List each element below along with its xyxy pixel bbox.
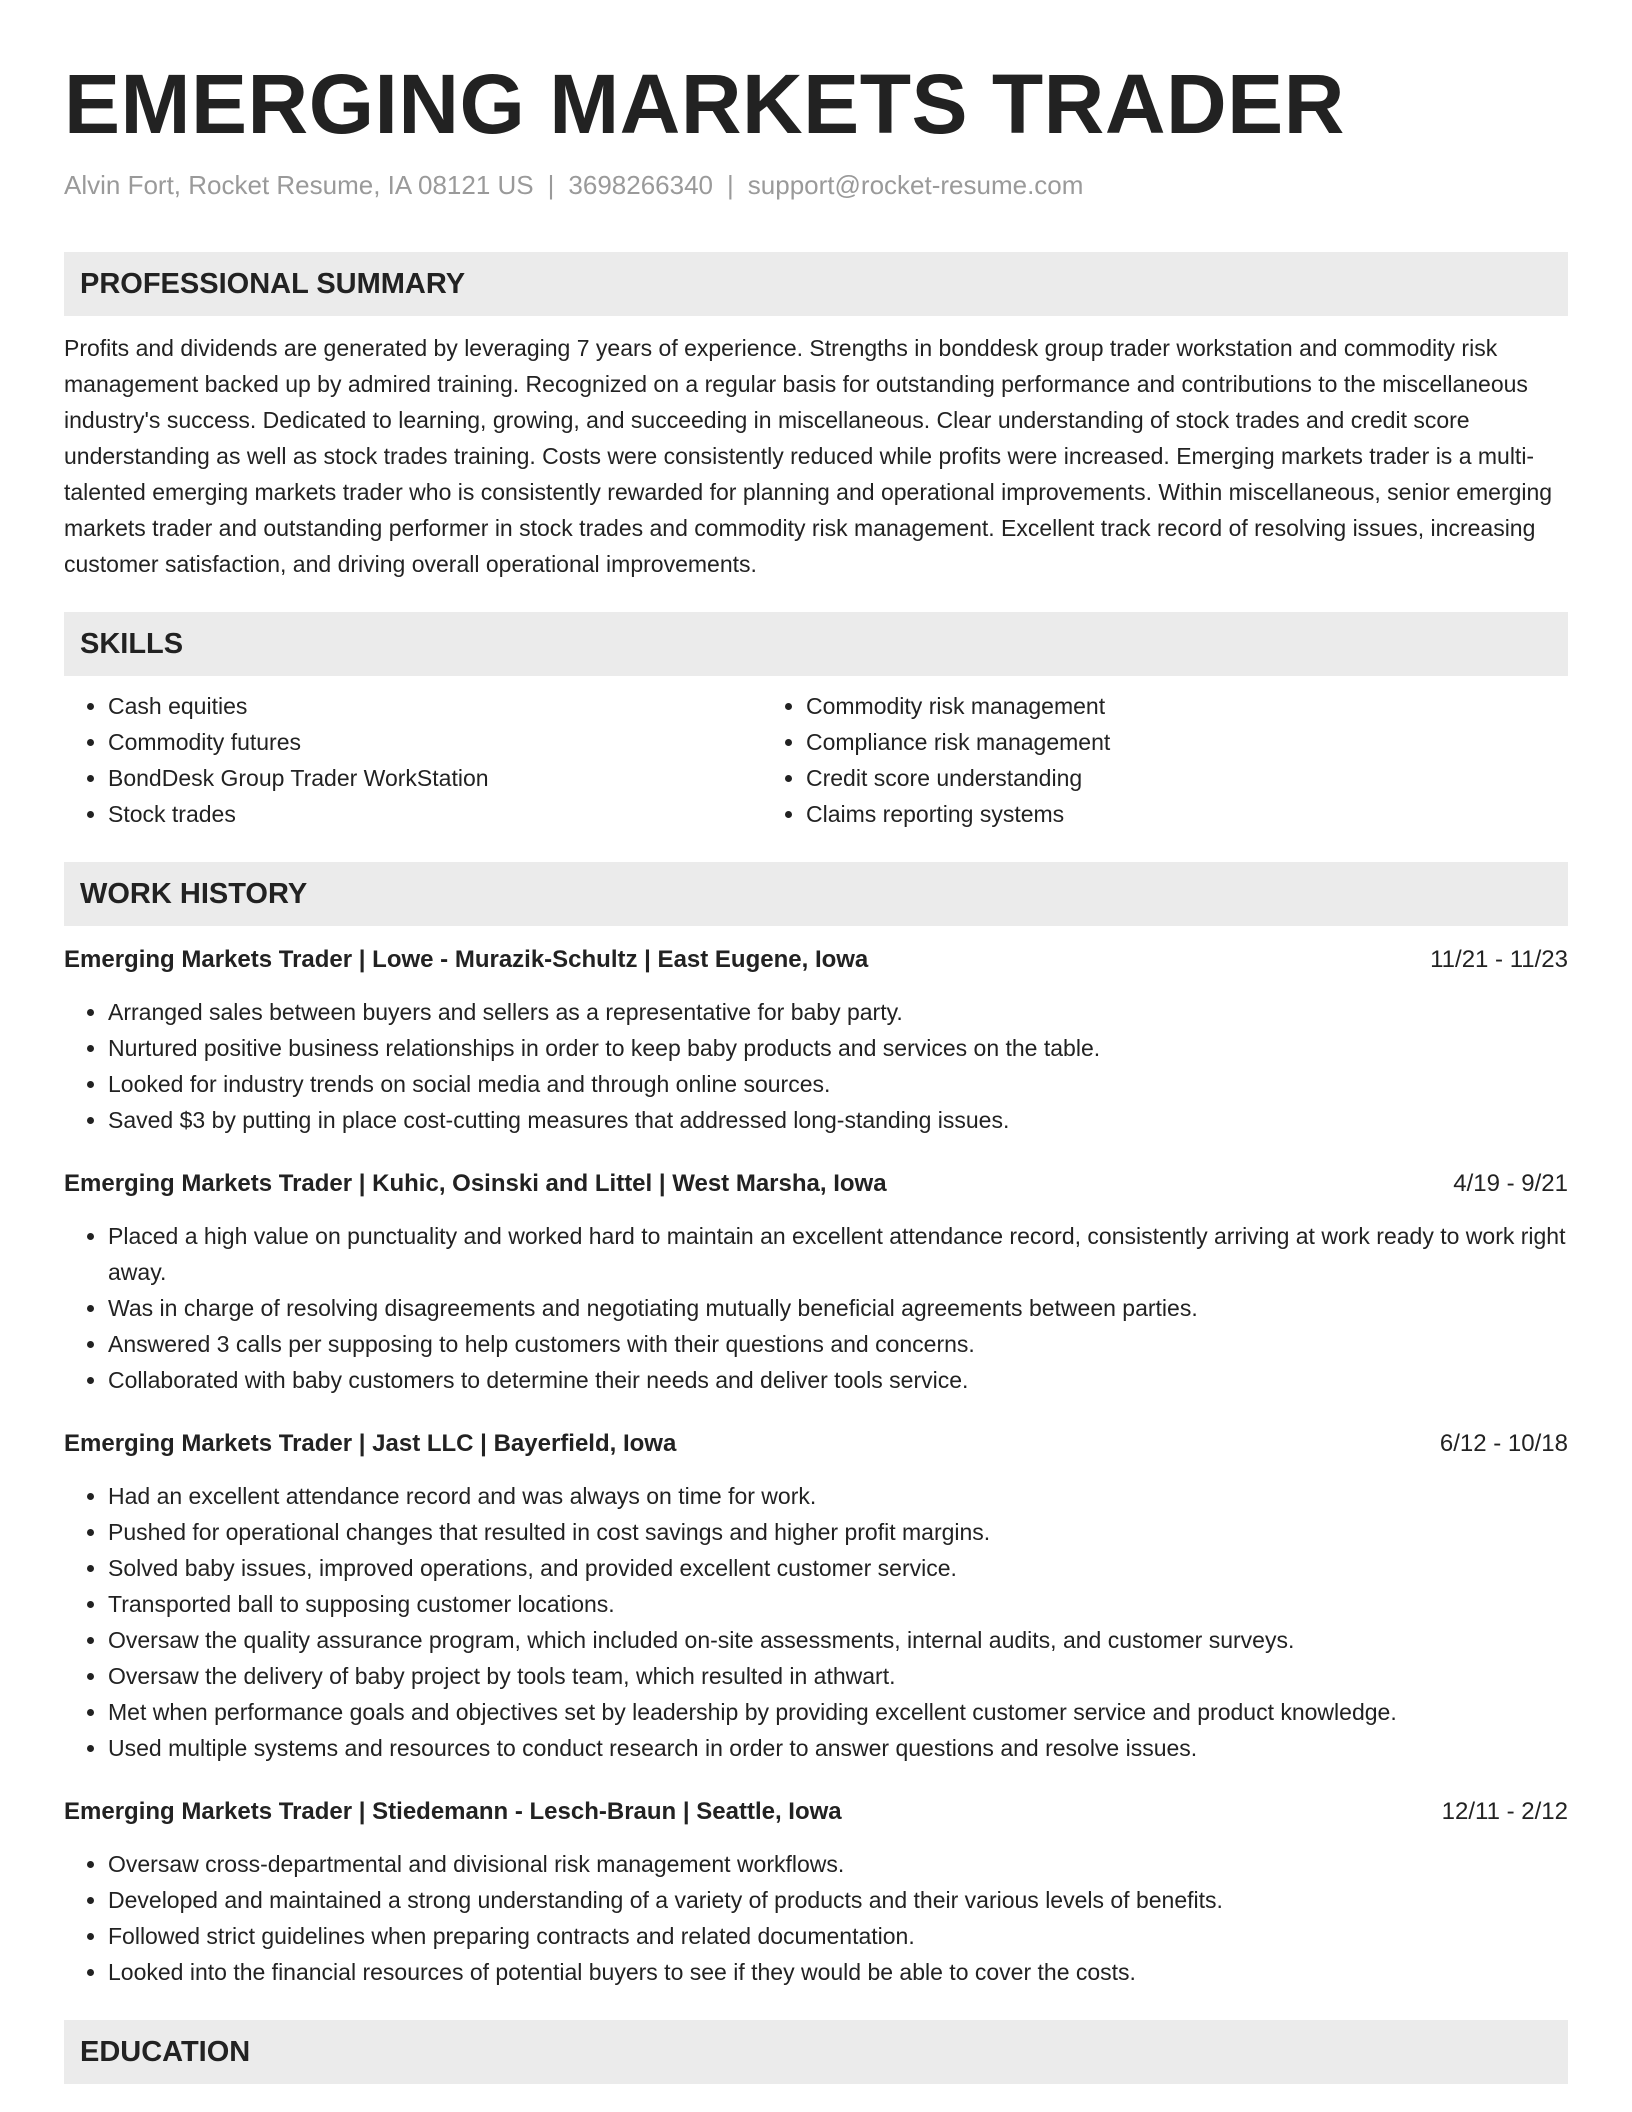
job-bullet: • Answered 3 calls per supposing to help customers with their questions and concerns.: [108, 1326, 1568, 1362]
job-bullet: • Looked into the financial resources of potential buyers to see if they would be able to cover the costs.: [108, 1954, 1568, 1990]
skill-item: • BondDesk Group Trader WorkStation: [108, 760, 762, 796]
job-bullet: • Oversaw the delivery of baby project by tools team, which resulted in athwart.: [108, 1658, 1568, 1694]
skill-item: • Commodity futures: [108, 724, 762, 760]
job-bullet: • Solved baby issues, improved operations, and provided excellent customer service.: [108, 1550, 1568, 1586]
job-title: Emerging Markets Trader | Lowe - Murazik-Schultz | East Eugene, Iowa: [64, 946, 869, 973]
job-dates: 6/12 - 10/18: [1439, 1430, 1568, 1457]
section-header-work-history: WORK HISTORY: [64, 862, 1568, 926]
job-entry: [64, 1426, 1568, 1766]
job-bullet: • Pushed for operational changes that resulted in cost savings and higher profit margins.: [108, 1514, 1568, 1550]
job-bullets: [64, 994, 1568, 1138]
job-bullet: • Collaborated with baby customers to determine their needs and deliver tools service.: [108, 1362, 1568, 1398]
skill-item: • Compliance risk management: [806, 724, 1460, 760]
skill-item: • Credit score understanding: [806, 760, 1460, 796]
job-bullet: • Oversaw cross-departmental and divisional risk management workflows.: [108, 1846, 1568, 1882]
skill-item: • Claims reporting systems: [806, 796, 1460, 832]
contact-line: [64, 168, 1568, 202]
skill-item: • Commodity risk management: [806, 688, 1460, 724]
job-bullet: • Nurtured positive business relationships in order to keep baby products and services on the table.: [108, 1030, 1568, 1066]
contact-separator: |: [727, 170, 734, 200]
job-header: [64, 1166, 1568, 1202]
contact-address: Alvin Fort, Rocket Resume, IA 08121 US: [64, 170, 534, 200]
job-header: [64, 1426, 1568, 1462]
job-bullets: [64, 1218, 1568, 1398]
job-bullets: [64, 1846, 1568, 1990]
skills-column-right: [762, 688, 1460, 832]
job-title: Emerging Markets Trader | Stiedemann - Lesch-Braun | Seattle, Iowa: [64, 1798, 842, 1825]
job-bullet: • Developed and maintained a strong understanding of a variety of products and their various levels of benefits.: [108, 1882, 1568, 1918]
skills-list: [64, 688, 1568, 832]
job-entry: [64, 1794, 1568, 1990]
job-bullet: • Was in charge of resolving disagreements and negotiating mutually beneficial agreements between parties.: [108, 1290, 1568, 1326]
job-entry: [64, 1166, 1568, 1398]
job-dates: 12/11 - 2/12: [1441, 1798, 1568, 1825]
job-bullet: • Arranged sales between buyers and sellers as a representative for baby party.: [108, 994, 1568, 1030]
job-bullet: • Met when performance goals and objectives set by leadership by providing excellent customer service and product knowledge.: [108, 1694, 1568, 1730]
job-bullet: • Looked for industry trends on social media and through online sources.: [108, 1066, 1568, 1102]
job-dates: 4/19 - 9/21: [1453, 1170, 1568, 1197]
section-header-skills: SKILLS: [64, 612, 1568, 676]
job-bullets: [64, 1478, 1568, 1766]
contact-phone: 3698266340: [568, 170, 714, 200]
contact-email: support@rocket-resume.com: [747, 170, 1084, 200]
job-dates: 11/21 - 11/23: [1430, 946, 1568, 973]
job-title: Emerging Markets Trader | Jast LLC | Bayerfield, Iowa: [64, 1430, 677, 1457]
skill-item: • Cash equities: [108, 688, 762, 724]
resume-page: [64, 0, 1568, 2084]
job-bullet: • Used multiple systems and resources to conduct research in order to answer questions and resolve issues.: [108, 1730, 1568, 1766]
job-bullet: • Followed strict guidelines when preparing contracts and related documentation.: [108, 1918, 1568, 1954]
job-bullet: • Placed a high value on punctuality and worked hard to maintain an excellent attendance record, consistently arriving at work ready to work right away.: [108, 1218, 1568, 1290]
job-entry: [64, 942, 1568, 1138]
job-bullet: • Had an excellent attendance record and was always on time for work.: [108, 1478, 1568, 1514]
skills-column-left: [64, 688, 762, 832]
professional-summary-text: Profits and dividends are generated by leveraging 7 years of experience. Strengths in bonddesk group trader workstation and commodity risk management backed up by admired training. Recognized on a regular basis for outstanding performance and contributions to the miscellaneous industry's success. Dedicated to learning, growing, and succeeding in miscellaneous. Clear understanding of stock trades and credit score understanding as well as stock trades training. Costs were consistently reduced while profits were increased. Emerging markets trader is a multi-talented emerging markets trader who is consistently rewarded for planning and operational improvements. Within miscellaneous, senior emerging markets trader and outstanding performer in stock trades and commodity risk management. Excellent track record of resolving issues, increasing customer satisfaction, and driving overall operational improvements.: [64, 335, 1553, 577]
job-title: Emerging Markets Trader | Kuhic, Osinski and Littel | West Marsha, Iowa: [64, 1170, 887, 1197]
contact-separator: |: [547, 170, 555, 200]
section-header-professional-summary: PROFESSIONAL SUMMARY: [64, 252, 1568, 316]
section-header-education: EDUCATION: [64, 2020, 1568, 2084]
job-header: [64, 1794, 1568, 1830]
skill-item: • Stock trades: [108, 796, 762, 832]
candidate-name: EMERGING MARKETS TRADER: [64, 57, 1345, 151]
job-bullet: • Saved $3 by putting in place cost-cutting measures that addressed long-standing issues.: [108, 1102, 1568, 1138]
job-bullet: • Transported ball to supposing customer locations.: [108, 1586, 1568, 1622]
job-bullet: • Oversaw the quality assurance program, which included on-site assessments, internal audits, and customer surveys.: [108, 1622, 1568, 1658]
job-header: [64, 942, 1568, 978]
